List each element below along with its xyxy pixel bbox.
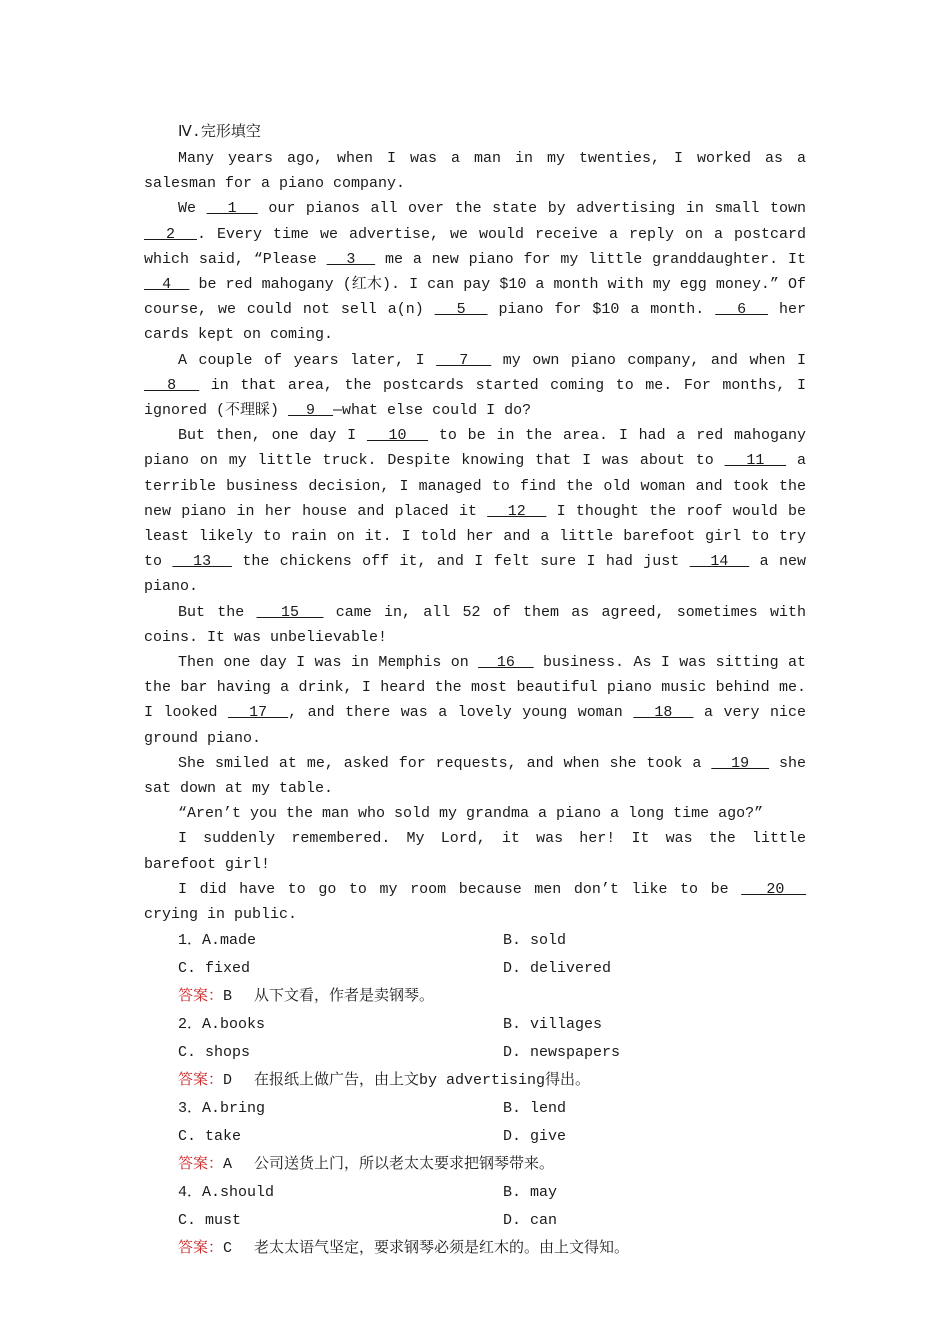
option-row bbox=[178, 1123, 806, 1151]
answer-letter: D bbox=[223, 1072, 233, 1090]
passage-text: —what else could I do? bbox=[333, 402, 532, 420]
blank-number: 10 bbox=[366, 427, 429, 445]
option-c: C. must bbox=[178, 1212, 242, 1230]
passage-text: A couple of years later, I bbox=[178, 351, 437, 369]
passage-text: came in, all 52 of them as agreed, sometimes with coins. It was unbelievable! bbox=[144, 603, 806, 646]
option-a: 3．A.bring bbox=[178, 1100, 266, 1118]
passage-text: a very nice ground piano. bbox=[144, 704, 806, 747]
answer-label: 答案： bbox=[178, 988, 224, 1006]
blank-number: 6 bbox=[715, 301, 769, 319]
passage-paragraph bbox=[144, 600, 806, 650]
question-item bbox=[144, 1011, 806, 1095]
passage-text: the chickens off it, and I felt sure I had just bbox=[231, 553, 690, 571]
passage-text: business. As I was sitting at the bar having a drink, I heard the most beautiful piano music behind me. I looked bbox=[144, 654, 806, 722]
option-d: D. can bbox=[503, 1212, 558, 1230]
passage-text: Many years ago, when I was a man in my twenties, I worked as a salesman for a piano company. bbox=[144, 150, 806, 193]
passage-text: But then, one day I bbox=[178, 427, 367, 445]
option-c: C. fixed bbox=[178, 960, 251, 978]
passage-text: . Every time we advertise, we would receive a reply on a postcard which said, “Please bbox=[144, 225, 806, 268]
option-row bbox=[178, 1011, 806, 1039]
option-row bbox=[178, 1179, 806, 1207]
passage-paragraph bbox=[144, 196, 806, 347]
passage-text: I suddenly remembered. My Lord, it was her! It was the little barefoot girl! bbox=[144, 830, 806, 873]
option-row bbox=[178, 1095, 806, 1123]
option-b: B. may bbox=[503, 1184, 558, 1202]
blank-number: 13 bbox=[172, 553, 232, 571]
passage-paragraph bbox=[144, 650, 806, 751]
passage-text: be red mahogany (红木). I can pay $10 a month with my egg money.” Of course, we could not sell a(n) bbox=[144, 276, 806, 319]
question-list bbox=[144, 927, 806, 1263]
blank-number: 17 bbox=[228, 704, 289, 722]
blank-number: 18 bbox=[633, 704, 694, 722]
blank-number: 4 bbox=[144, 276, 190, 294]
answer-letter: C bbox=[223, 1240, 233, 1258]
passage-text: She smiled at me, asked for requests, and when she took a bbox=[178, 754, 712, 772]
option-row bbox=[178, 1039, 806, 1067]
passage-text: We bbox=[178, 200, 207, 218]
passage-text: I thought the roof would be least likely to rain on it. I told her and a little barefoot girl to try to bbox=[144, 502, 806, 571]
blank-number: 2 bbox=[144, 225, 197, 243]
answer-label: 答案： bbox=[178, 1156, 224, 1174]
blank-number: 14 bbox=[689, 553, 750, 571]
passage-paragraph bbox=[144, 348, 806, 424]
blank-number: 16 bbox=[478, 654, 534, 672]
answer-line bbox=[178, 1067, 806, 1095]
passage-text: crying in public. bbox=[144, 906, 298, 924]
passage-text: a terrible business decision, I managed to find the old woman and took the new piano in her house and placed it bbox=[144, 452, 806, 520]
passage-text: I did have to go to my room because men don’t like to be bbox=[178, 880, 742, 898]
question-item bbox=[144, 1179, 806, 1263]
cloze-passage bbox=[144, 146, 806, 927]
passage-text: our pianos all over the state by advertising in small town bbox=[257, 200, 806, 218]
passage-paragraph bbox=[144, 423, 806, 599]
passage-text: in that area, the postcards started coming to me. For months, I ignored (不理睬) bbox=[144, 376, 806, 420]
option-a: 2．A.books bbox=[178, 1016, 266, 1034]
blank-number: 15 bbox=[256, 603, 324, 621]
option-d: D. give bbox=[503, 1128, 567, 1146]
blank-number: 8 bbox=[144, 376, 200, 394]
blank-number: 5 bbox=[434, 301, 488, 319]
passage-text: piano for $10 a month. bbox=[487, 301, 716, 319]
answer-label: 答案： bbox=[178, 1072, 224, 1090]
passage-text: she sat down at my table. bbox=[144, 754, 806, 798]
answer-letter: B bbox=[223, 988, 233, 1006]
option-d: D. newspapers bbox=[503, 1044, 621, 1062]
passage-paragraph bbox=[144, 877, 806, 927]
answer-line bbox=[178, 1151, 806, 1179]
passage-text: But the bbox=[178, 603, 257, 621]
passage-paragraph bbox=[144, 751, 806, 801]
blank-number: 20 bbox=[741, 880, 806, 898]
blank-number: 3 bbox=[326, 250, 376, 268]
answer-line bbox=[178, 983, 806, 1011]
answer-line bbox=[178, 1235, 806, 1263]
passage-text: a new piano. bbox=[144, 553, 806, 596]
answer-explanation: 公司送货上门，所以老太太要求把钢琴带来。 bbox=[254, 1156, 555, 1174]
option-c: C. shops bbox=[178, 1044, 251, 1062]
option-row bbox=[178, 1207, 806, 1235]
blank-number: 12 bbox=[487, 502, 547, 520]
answer-letter: A bbox=[223, 1156, 233, 1174]
option-a: 1．A.made bbox=[178, 932, 257, 950]
passage-text: “Aren’t you the man who sold my grandma a piano a long time ago?” bbox=[178, 805, 764, 823]
blank-number: 1 bbox=[206, 200, 258, 218]
passage-text: her cards kept on coming. bbox=[144, 301, 806, 344]
option-a: 4．A.should bbox=[178, 1184, 275, 1202]
question-item bbox=[144, 927, 806, 1011]
document-content bbox=[144, 120, 806, 1263]
blank-number: 9 bbox=[288, 402, 334, 420]
option-row bbox=[178, 927, 806, 955]
blank-number: 19 bbox=[711, 754, 770, 772]
answer-label: 答案： bbox=[178, 1240, 224, 1258]
option-c: C. take bbox=[178, 1128, 242, 1146]
passage-text: , and there was a lovely young woman bbox=[288, 704, 634, 722]
passage-text: to be in the area. I had a red mahogany piano on my little truck. Despite knowing that I was about to bbox=[144, 427, 807, 470]
passage-text: me a new piano for my little granddaughter. It bbox=[375, 250, 806, 268]
blank-number: 7 bbox=[436, 351, 492, 369]
passage-paragraph bbox=[144, 801, 806, 826]
passage-text: my own piano company, and when I bbox=[491, 351, 806, 369]
question-item bbox=[144, 1095, 806, 1179]
answer-explanation: 在报纸上做广告，由上文by advertising得出。 bbox=[254, 1072, 591, 1090]
blank-number: 11 bbox=[724, 452, 787, 470]
option-d: D. delivered bbox=[503, 960, 612, 978]
answer-explanation: 从下文看，作者是卖钢琴。 bbox=[254, 988, 435, 1006]
section-title: Ⅳ.完形填空 bbox=[178, 124, 261, 141]
option-b: B. lend bbox=[503, 1100, 567, 1118]
answer-explanation: 老太太语气坚定，要求钢琴必须是红木的。由上文得知。 bbox=[254, 1240, 630, 1258]
option-row bbox=[178, 955, 806, 983]
passage-text: Then one day I was in Memphis on bbox=[178, 654, 479, 672]
option-b: B. sold bbox=[503, 932, 567, 950]
option-b: B. villages bbox=[503, 1016, 603, 1034]
passage-paragraph bbox=[144, 826, 806, 876]
passage-paragraph bbox=[144, 146, 806, 196]
